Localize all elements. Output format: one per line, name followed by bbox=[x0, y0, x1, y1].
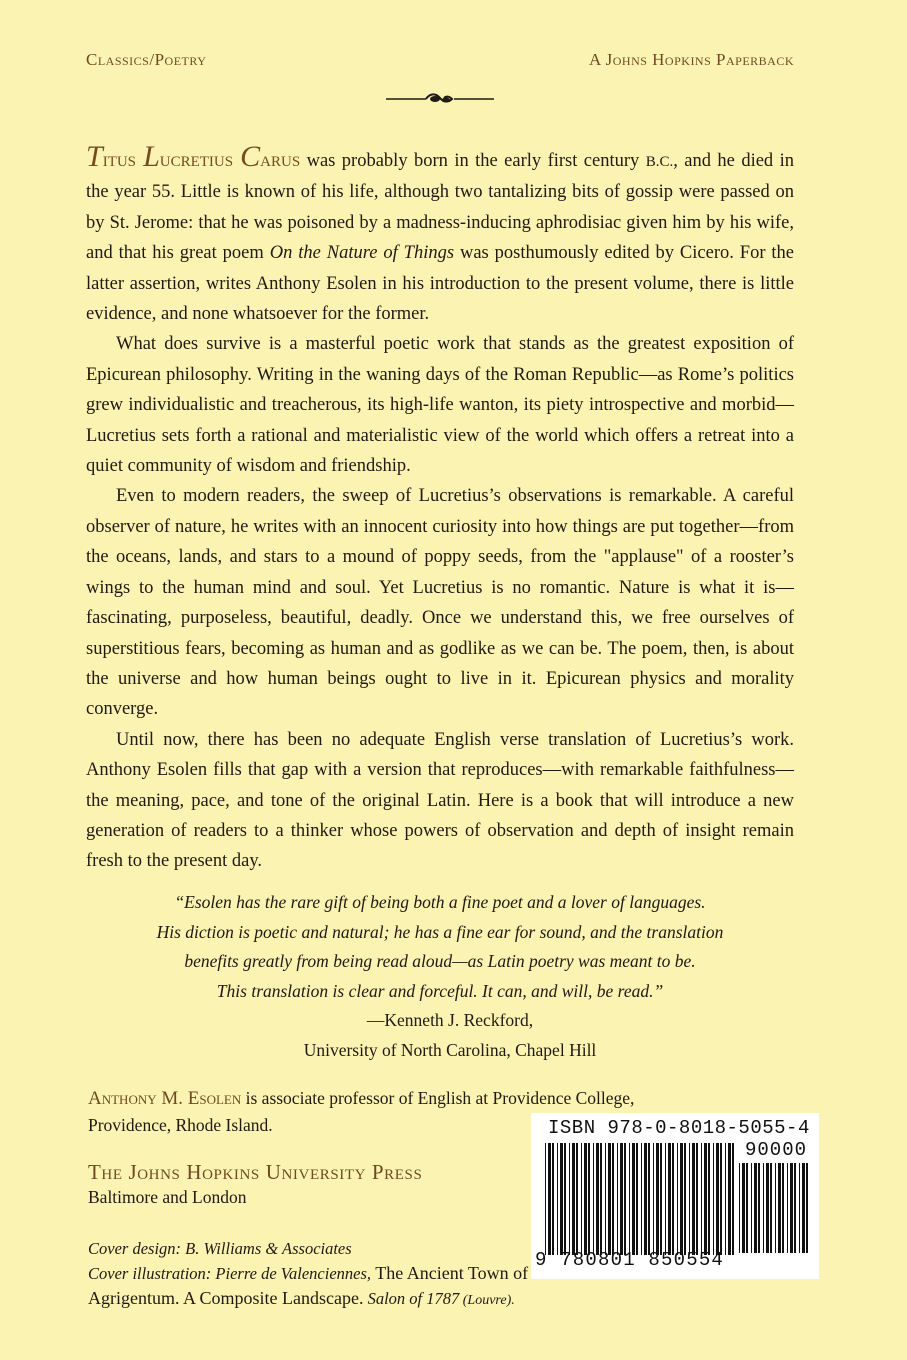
barcode-bar bbox=[668, 1143, 671, 1255]
barcode-bar bbox=[617, 1143, 618, 1255]
barcode-bar bbox=[600, 1143, 602, 1255]
barcode-bar bbox=[732, 1143, 734, 1255]
quote-author: —Kenneth J. Reckford, bbox=[366, 1010, 534, 1031]
barcode-bar bbox=[692, 1143, 695, 1255]
barcode-bar bbox=[620, 1143, 623, 1255]
barcode-bar bbox=[672, 1143, 674, 1255]
barcode-bar bbox=[560, 1143, 563, 1255]
barcode-bar bbox=[629, 1143, 630, 1255]
barcode-bar bbox=[548, 1143, 551, 1255]
barcode-bar bbox=[758, 1163, 760, 1253]
barcode-bar bbox=[605, 1143, 606, 1255]
barcode-bar bbox=[704, 1143, 707, 1255]
barcode-bar bbox=[701, 1143, 702, 1255]
barcode-bar bbox=[576, 1143, 578, 1255]
addon-barcode-icon bbox=[739, 1163, 809, 1253]
barcode-bar bbox=[806, 1163, 808, 1253]
barcode-bar bbox=[739, 1163, 740, 1253]
paragraph-3: Even to modern readers, the sweep of Lucretius’s observations is remarkable. A careful observer of nature, he writes with an innocent curiosity into how things are put together—from the oceans, lands, and stars to a mound of poppy seeds, from the "applause" of a rooster’s wings to the human mind and soul. Yet Lucretius is no romantic. Nature is what it is—fascinating, purposeless, beautiful, deadly. Once we understand this, we free ourselves of superstitious fears, becoming as human and as godlike as we can be. The poem, then, is about the universe and how human beings ought to live in it. Epicurean physics and morality converge. bbox=[86, 486, 794, 720]
barcode-bar bbox=[684, 1143, 686, 1255]
barcode-bar bbox=[588, 1143, 590, 1255]
barcode-bar bbox=[763, 1163, 764, 1253]
quote-line: His diction is poetic and natural; he has a fine ear for sound, and the translation bbox=[156, 921, 724, 942]
barcode-bar bbox=[766, 1163, 769, 1253]
barcode-bar bbox=[720, 1143, 722, 1255]
barcode-bar bbox=[802, 1163, 805, 1253]
isbn-number: ISBN 978-0-8018-5055-4 bbox=[548, 1117, 810, 1139]
barcode-bar bbox=[754, 1163, 757, 1253]
lead-author-name: Titus Lucretius Carus bbox=[86, 140, 301, 173]
barcode-bar bbox=[751, 1163, 752, 1253]
barcode-bar bbox=[557, 1143, 558, 1255]
barcode-bar bbox=[624, 1143, 626, 1255]
barcode-bar bbox=[742, 1163, 745, 1253]
review-quote bbox=[90, 888, 790, 1066]
cover-illustration-credit: Cover illustration: Pierre de Valenciennes, The Ancient Town of Agrigentum. A Composite Landscape. Salon of 1787 (Louvre). bbox=[88, 1263, 529, 1308]
series-label: A Johns Hopkins Paperback bbox=[589, 50, 794, 69]
quote-line: “Esolen has the rare gift of being both a fine poet and a lover of languages. bbox=[174, 892, 706, 912]
barcode-bar bbox=[799, 1163, 800, 1253]
author-name: Anthony M. Esolen bbox=[88, 1088, 242, 1109]
barcode-bar bbox=[632, 1143, 635, 1255]
paragraph-2: What does survive is a masterful poetic work that stands as the greatest exposition of Epicurean philosophy. Writing in the waning days of the Roman Republic—as Rome’s politics grew individualistic and treacherous, its high-life wanton, its piety introspective and morbid—Lucretius sets forth a rational and materialistic view of the world which offers a retreat into a quiet community of wisdom and friendship. bbox=[86, 334, 794, 477]
description-body bbox=[86, 142, 794, 877]
barcode-bar bbox=[608, 1143, 611, 1255]
barcode-bar bbox=[612, 1143, 614, 1255]
barcode-bar bbox=[648, 1143, 650, 1255]
barcode-bar bbox=[584, 1143, 587, 1255]
barcode-bar bbox=[794, 1163, 796, 1253]
barcode-bar bbox=[581, 1143, 582, 1255]
author-bio-text: is associate professor of English at Providence College, Providence, Rhode Island. bbox=[88, 1088, 635, 1135]
quote-line: This translation is clear and forceful. It can, and will, be read.” bbox=[216, 980, 664, 1001]
ornament-divider-icon bbox=[386, 88, 494, 110]
barcode-bar bbox=[782, 1163, 784, 1253]
publisher-name: The Johns Hopkins University Press bbox=[88, 1160, 423, 1184]
barcode-bar bbox=[644, 1143, 647, 1255]
publisher-city: Baltimore and London bbox=[88, 1187, 247, 1207]
barcode-bar bbox=[572, 1143, 575, 1255]
barcode-bar bbox=[665, 1143, 666, 1255]
paragraph-4: Until now, there has been no adequate English verse translation of Lucretius’s work. Anthony Esolen fills that gap with a version that reproduces—with remarkable faithfulness—the meaning, pace, and tone of the original Latin. Here is a book that will introduce a new generation of readers to a thinker whose powers of observation and depth of insight remain fresh to the present day. bbox=[86, 729, 794, 872]
barcode-bar bbox=[656, 1143, 659, 1255]
barcode-bar bbox=[708, 1143, 710, 1255]
barcode-bar bbox=[716, 1143, 719, 1255]
barcode-bar bbox=[641, 1143, 642, 1255]
barcode-bar bbox=[689, 1143, 690, 1255]
quote-line: benefits greatly from being read aloud—as Latin poetry was meant to be. bbox=[184, 951, 696, 972]
barcode-bar bbox=[787, 1163, 788, 1253]
barcode-bar bbox=[653, 1143, 654, 1255]
barcode-bar bbox=[775, 1163, 776, 1253]
barcode-bar bbox=[680, 1143, 683, 1255]
barcode-bar bbox=[746, 1163, 748, 1253]
price-code: 90000 bbox=[744, 1139, 807, 1161]
barcode-bar bbox=[564, 1143, 566, 1255]
barcode-bar bbox=[552, 1143, 554, 1255]
barcode-bar bbox=[569, 1143, 570, 1255]
ean-number: 9 780801 850554 bbox=[535, 1249, 725, 1271]
cover-credits bbox=[88, 1236, 548, 1313]
ean-barcode-icon bbox=[545, 1143, 735, 1255]
barcode-bar bbox=[770, 1163, 772, 1253]
category-label: Classics/Poetry bbox=[86, 50, 207, 69]
barcode-bar bbox=[696, 1143, 698, 1255]
barcode bbox=[531, 1113, 819, 1279]
barcode-bar bbox=[593, 1143, 594, 1255]
barcode-bar bbox=[790, 1163, 793, 1253]
barcode-bar bbox=[596, 1143, 599, 1255]
barcode-bar bbox=[713, 1143, 714, 1255]
cover-design-credit: Cover design: B. Williams & Associates bbox=[88, 1239, 352, 1258]
barcode-bar bbox=[636, 1143, 638, 1255]
barcode-bar bbox=[728, 1143, 731, 1255]
paragraph-1: Titus Lucretius Carus was probably born in the early first century B.C., and he died in the year 55. Little is known of his life, although two tantalizing bits of gossip were passed on by St. Jerome: that he was poisoned by a madness-inducing aphrodisiac given him by his wife, and that his great poem On the Nature of Things was posthumously edited by Cicero. For the latter assertion, writes Anthony Esolen in his introduction to the present volume, there is little evidence, and none whatsoever for the former. bbox=[86, 140, 795, 325]
barcode-bar bbox=[660, 1143, 662, 1255]
barcode-bar bbox=[545, 1143, 546, 1255]
barcode-bar bbox=[778, 1163, 781, 1253]
barcode-bar bbox=[677, 1143, 678, 1255]
quote-institution: University of North Carolina, Chapel Hill bbox=[303, 1039, 597, 1060]
barcode-bar bbox=[725, 1143, 726, 1255]
